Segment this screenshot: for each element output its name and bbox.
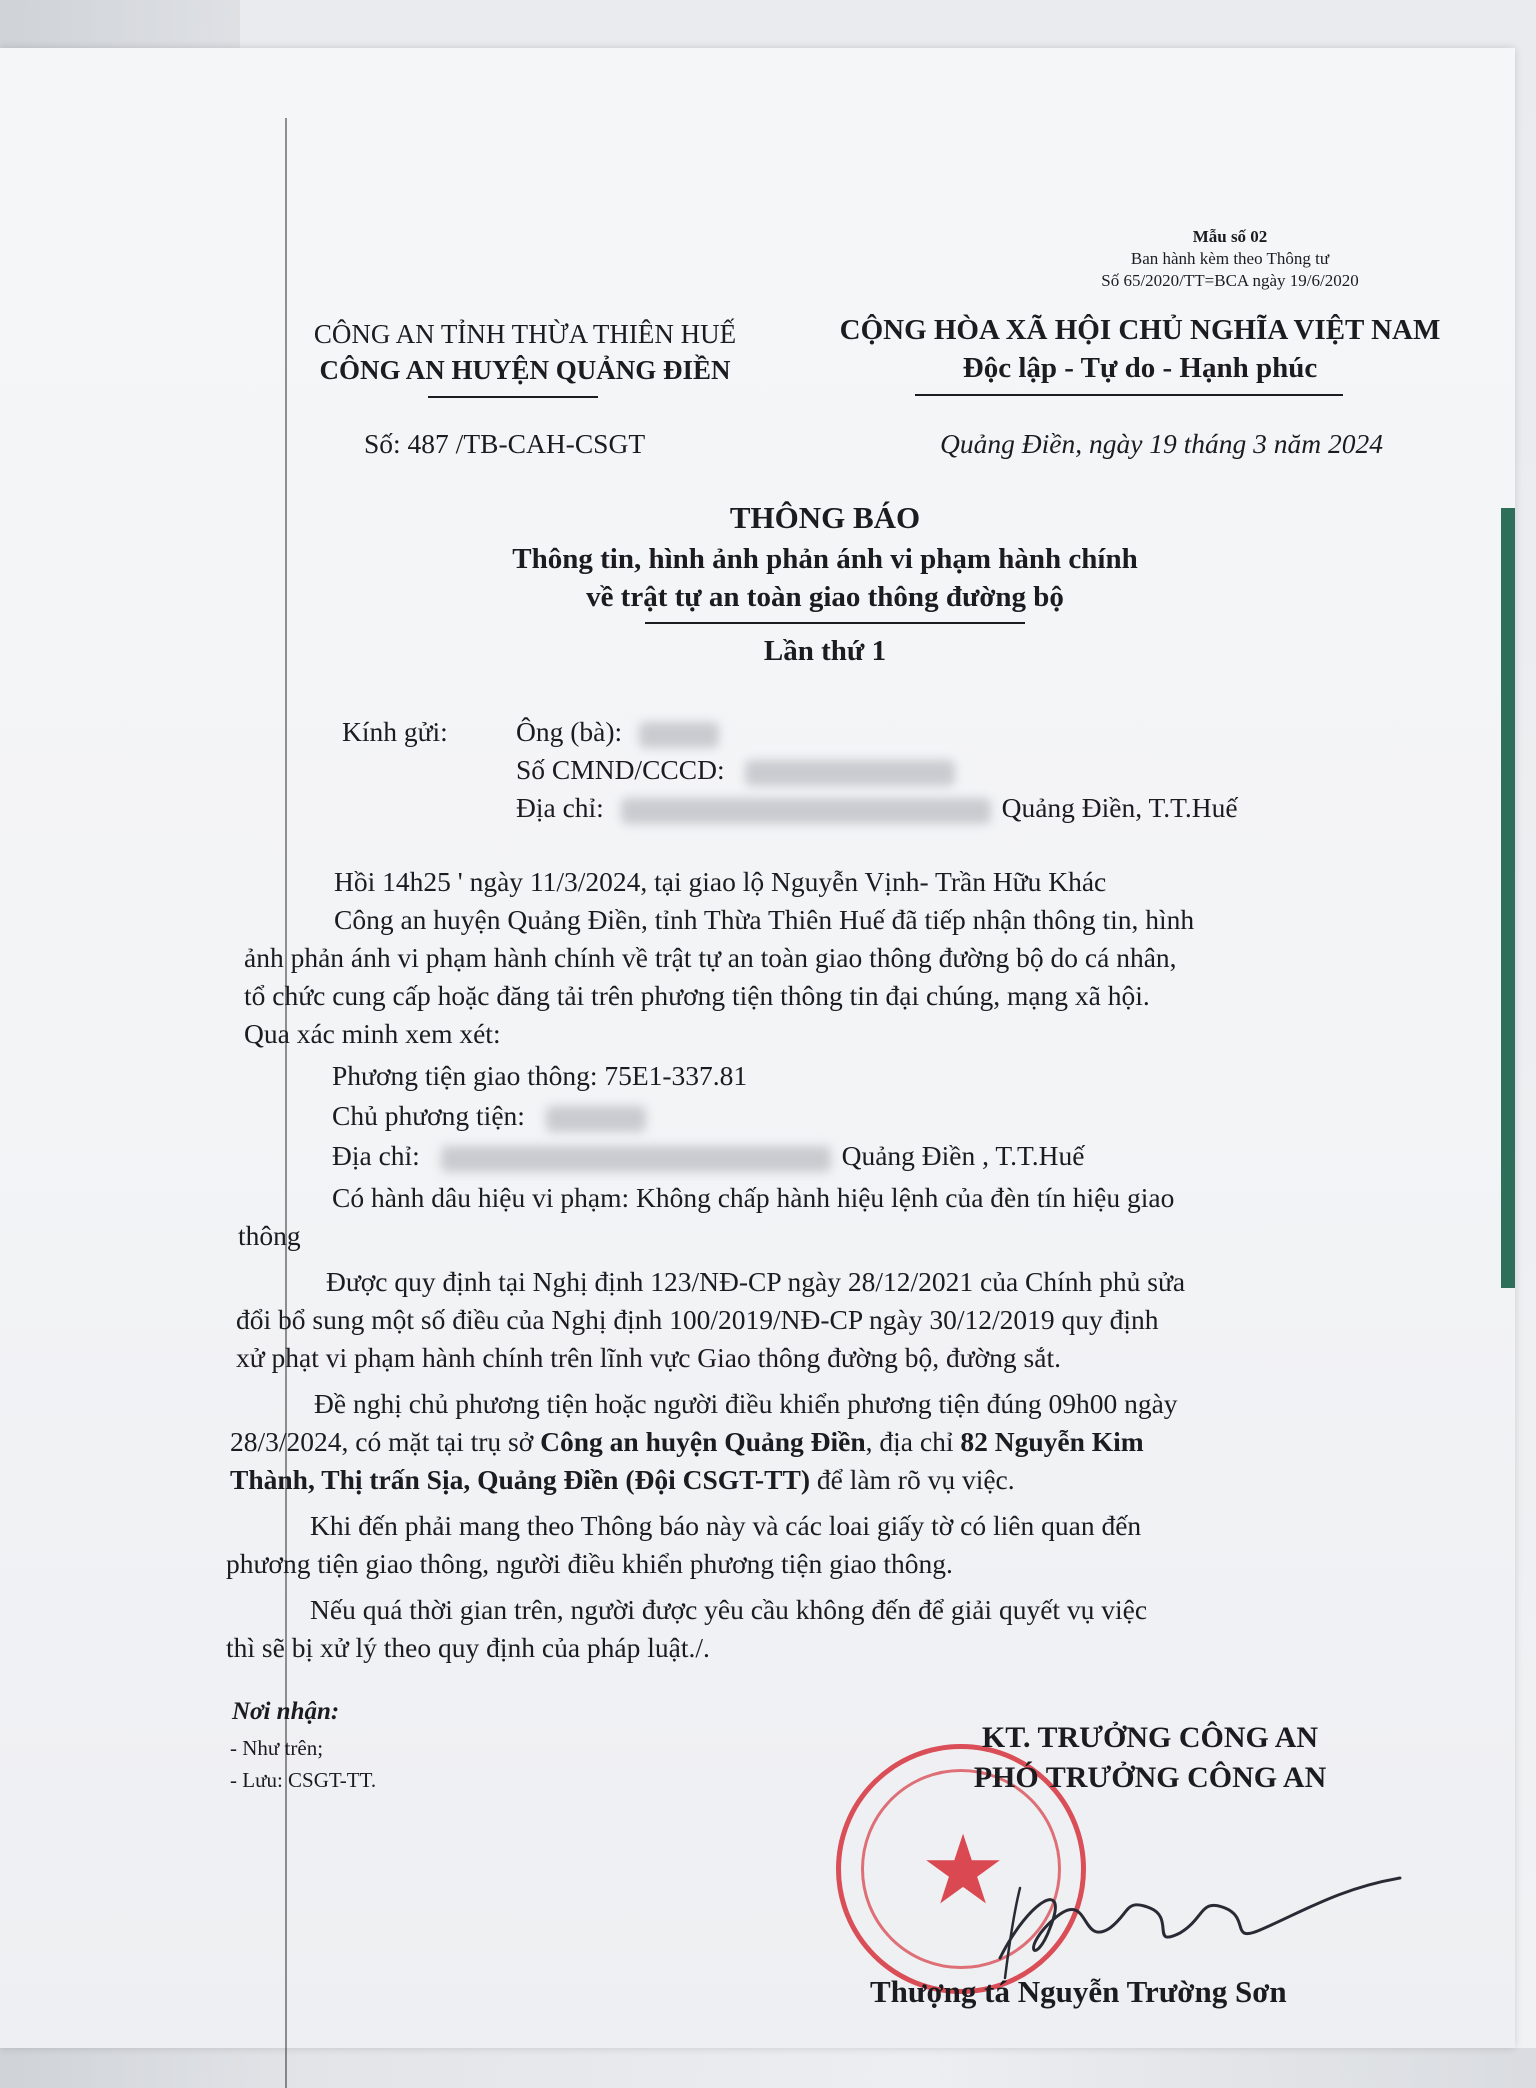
violation-line: Có hành dâu hiệu vi phạm: Không chấp hành hiệu lệnh của đèn tín hiệu giao [332,1182,1175,1213]
stamp-star-icon: ★ [919,1817,1007,1924]
vehicle-owner [332,1096,646,1135]
regulation-line: đổi bổ sung một số điều của Nghị định 100/2019/NĐ-CP ngày 30/12/2019 quy định [236,1304,1159,1335]
issuer-unit: CÔNG AN HUYỆN QUẢNG ĐIỀN [319,355,731,385]
request-address-cont: Thành, Thị trấn Sịa, Quảng Điền (Đội CSGT-TT) [230,1464,810,1495]
body-line: Công an huyện Quảng Điền, tỉnh Thừa Thiên Huế đã tiếp nhận thông tin, hình [334,904,1195,935]
form-code: Mẫu số 02 [1192,227,1268,246]
national-title: CỘNG HÒA XÃ HỘI CHỦ NGHĨA VIỆT NAM [839,314,1441,346]
recipient-id [516,750,955,789]
request-line: Đề nghị chủ phương tiện hoặc người điều khiển phương tiện đúng 09h00 ngày [314,1388,1178,1419]
recipient-name [516,712,719,751]
request-text: , địa chỉ [865,1426,961,1457]
recipients-item: - Như trên; [230,1736,324,1760]
bring-documents-line: phương tiện giao thông, người điều khiển phương tiện giao thông. [226,1548,953,1579]
attempt-number: Lần thứ 1 [763,635,887,667]
recipient-address-tail: Quảng Điền, T.T.Huế [1001,792,1238,823]
doc-subtitle-2: về trật tự an toàn giao thông đường bộ [586,581,1064,613]
form-circular: Số 65/2020/TT=BCA ngày 19/6/2020 [1101,271,1359,290]
recipients-item: - Lưu: CSGT-TT. [230,1768,377,1792]
recipient-address [516,788,1238,827]
body-line: tổ chức cung cấp hoặc đăng tải trên phương tiện thông tin đại chúng, mạng xã hội. [244,980,1150,1011]
bring-documents-line: Khi đến phải mang theo Thông báo này và các loai giấy tờ có liên quan đến [310,1510,1142,1541]
owner-address-tail: Quảng Điền , T.T.Huế [841,1140,1085,1171]
issuer-parent: CÔNG AN TỈNH THỪA THIÊN HUẾ [313,319,737,349]
national-motto: Độc lập - Tự do - Hạnh phúc [962,352,1318,384]
recipient-address-label: Địa chỉ: [516,792,604,823]
desk-edge [1501,508,1515,1288]
document-page [0,48,1515,2048]
request-text: 28/3/2024, có mặt tại trụ sở [230,1426,541,1457]
place-date: Quảng Điền, ngày 19 tháng 3 năm 2024 [940,428,1384,459]
doc-title: THÔNG BÁO [729,500,921,535]
recipient-id-label: Số CMND/CCCD: [516,754,725,785]
body-line: Qua xác minh xem xét: [244,1018,501,1049]
request-line [230,1460,1015,1499]
redacted-id [745,760,955,786]
body-line: ảnh phản ánh vi phạm hành chính về trật tự an toàn giao thông đường bộ do cá nhân, [244,942,1177,973]
recipient-name-label: Ông (bà): [516,716,623,747]
subtitle-underline [645,622,1025,624]
recipients-title: Nơi nhận: [232,1698,340,1725]
redacted-owner [546,1106,646,1132]
request-line [230,1422,1144,1461]
incident-line: Hồi 14h25 ' ngày 11/3/2024, tại giao lộ Nguyễn Vịnh- Trần Hữu Khác [334,866,1107,897]
signatory-name: Thượng tá Nguyễn Trường Sơn [870,1974,1287,2009]
doc-subtitle-1: Thông tin, hình ảnh phản ánh vi phạm hành chính [512,543,1138,575]
owner-label: Chủ phương tiện: [332,1100,525,1131]
request-text: để làm rõ vụ việc. [809,1464,1015,1495]
deadline-line: Nếu quá thời gian trên, người được yêu cầu không đến để giải quyết vụ việc [310,1594,1148,1625]
motto-underline [915,394,1343,396]
request-address: 82 Nguyễn Kim [960,1426,1144,1457]
redacted-owner-address [441,1146,831,1172]
violation-line: thông [238,1220,301,1251]
request-office: Công an huyện Quảng Điền [540,1426,866,1457]
recipient-label: Kính gửi: [342,716,448,747]
vehicle-plate: Phương tiện giao thông: 75E1-337.81 [332,1060,748,1091]
owner-address [332,1136,1084,1175]
redacted-address [621,798,991,824]
regulation-line: Được quy định tại Nghị định 123/NĐ-CP ngày 28/12/2021 của Chính phủ sửa [326,1266,1186,1297]
issuer-underline [428,396,598,398]
doc-number: Số: 487 /TB-CAH-CSGT [364,428,646,459]
signatory-position: PHÓ TRƯỞNG CÔNG AN [973,1761,1327,1794]
form-issued-with: Ban hành kèm theo Thông tư [1130,249,1330,268]
deadline-line: thì sẽ bị xử lý theo quy định của pháp luật./. [226,1632,710,1663]
redacted-name [639,722,719,748]
owner-address-label: Địa chỉ: [332,1140,420,1171]
regulation-line: xử phạt vi phạm hành chính trên lĩnh vực Giao thông đường bộ, đường sắt. [236,1342,1061,1373]
signatory-title: KT. TRƯỞNG CÔNG AN [981,1721,1319,1754]
